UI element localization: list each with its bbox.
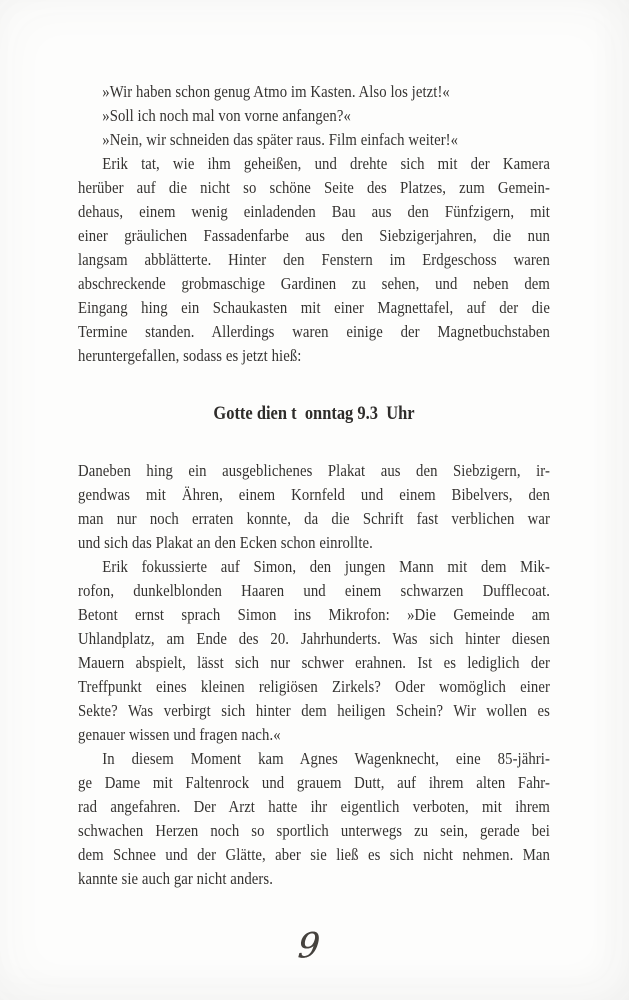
- text-line: heruntergefallen, sodass es jetzt hieß:: [78, 346, 302, 365]
- text-line: »Soll ich noch mal von vorne anfangen?«: [102, 106, 351, 125]
- text-line: Daneben hing ein ausgeblichenes Plakat aus den Siebzigern, ir-: [78, 461, 550, 480]
- text-line: schwachen Herzen noch so sportlich unterwegs zu sein, gerade bei: [78, 821, 550, 840]
- page-text-block: [78, 80, 550, 891]
- paragraph-agnes: [78, 747, 550, 891]
- text-line: man nur noch erraten konnte, da die Schrift fast verblichen war: [78, 509, 550, 528]
- text-line: dem Schnee und der Glätte, aber sie ließ es sich nicht nehmen. Man: [78, 845, 550, 864]
- page-number: 9: [296, 925, 322, 967]
- text-line: In diesem Moment kam Agnes Wagenknecht, eine 85-jähri-: [102, 749, 550, 768]
- text-line: Uhlandplatz, am Ende des 20. Jahrhunderts. Was sich hinter diesen: [78, 629, 550, 648]
- text-line: rofon, dunkelblonden Haaren und einem schwarzen Dufflecoat.: [78, 581, 550, 600]
- text-line: »Nein, wir schneiden das später raus. Film einfach weiter!«: [102, 130, 459, 149]
- text-line: Eingang hing ein Schaukasten mit einer Magnettafel, auf der die: [78, 298, 550, 317]
- text-line: Erik fokussierte auf Simon, den jungen Mann mit dem Mik-: [102, 557, 550, 576]
- text-line: Erik tat, wie ihm geheißen, und drehte sich mit der Kamera: [102, 154, 550, 173]
- text-line: Termine standen. Allerdings waren einige der Magnetbuchstaben: [78, 322, 550, 341]
- text-line: rad angefahren. Der Arzt hatte ihr eigentlich verboten, mit ihrem: [78, 797, 550, 816]
- text-line: kannte sie auch gar nicht anders.: [78, 869, 273, 888]
- magnet-sign-text: Gotte dien t onntag 9.3 Uhr: [213, 403, 415, 424]
- text-line: Mauern abspielt, lässt sich nur schwer erahnen. Ist es lediglich der: [78, 653, 550, 672]
- text-line: gendwas mit Ähren, einem Kornfeld und einem Bibelvers, den: [78, 485, 550, 504]
- text-line: langsam abblätterte. Hinter den Fenstern im Erdgeschoss waren: [78, 250, 550, 269]
- paragraph-simon: [78, 555, 550, 747]
- paragraph-plakat: [78, 459, 550, 555]
- text-line: dehaus, einem wenig einladenden Bau aus den Fünfzigern, mit: [78, 202, 550, 221]
- text-line: Treffpunkt eines kleinen religiösen Zirkels? Oder womöglich einer: [78, 677, 550, 696]
- text-line: herüber auf die nicht so schöne Seite des Platzes, zum Gemein-: [78, 178, 550, 197]
- text-line: genauer wissen und fragen nach.«: [78, 725, 281, 744]
- text-line: »Wir haben schon genug Atmo im Kasten. Also los jetzt!«: [102, 82, 450, 101]
- text-line: Sekte? Was verbirgt sich hinter dem heiligen Schein? Wir wollen es: [78, 701, 550, 720]
- text-line: einer gräulichen Fassadenfarbe aus den Siebzigerjahren, die nun: [78, 226, 550, 245]
- text-line: ge Dame mit Faltenrock und grauem Dutt, auf ihrem alten Fahr-: [78, 773, 550, 792]
- text-line: Betont ernst sprach Simon ins Mikrofon: »Die Gemeinde am: [78, 605, 550, 624]
- text-line: und sich das Plakat an den Ecken schon einrollte.: [78, 533, 373, 552]
- paragraph-erik-kamera: [78, 152, 550, 368]
- text-line: abschreckende grobmaschige Gardinen zu sehen, und neben dem: [78, 274, 550, 293]
- dialogue-paragraph: [78, 80, 550, 152]
- text-column: [78, 80, 550, 891]
